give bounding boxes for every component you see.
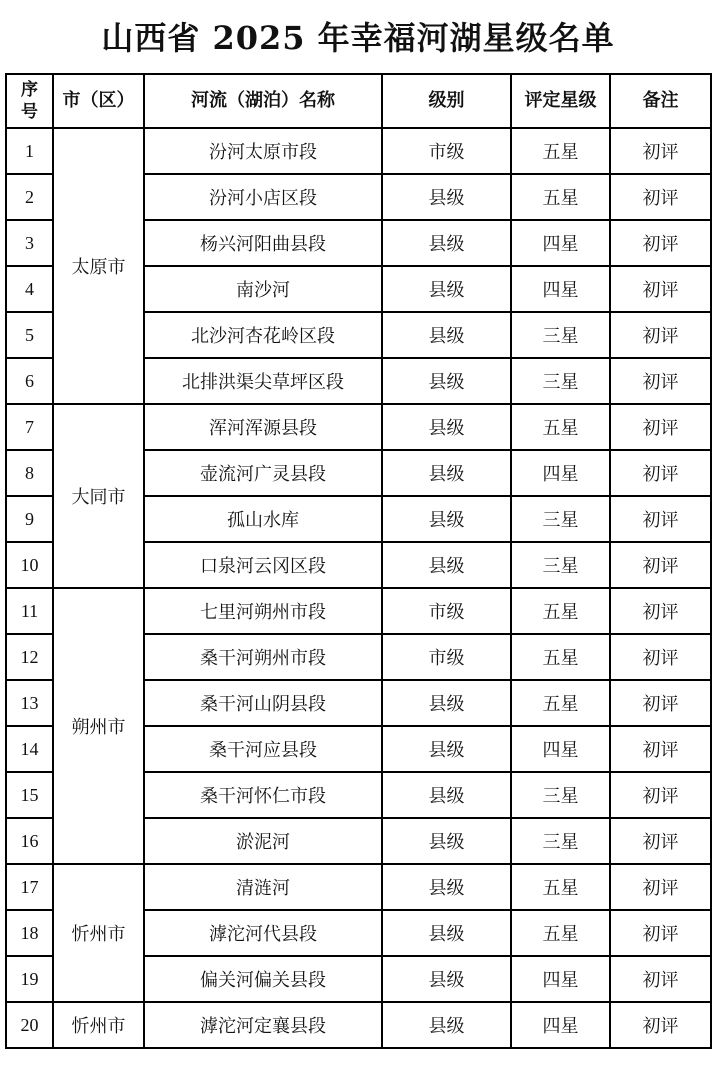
note-cell: 初评 [610,864,711,910]
note-cell: 初评 [610,634,711,680]
river-name: 汾河太原市段 [144,128,382,174]
river-name: 淤泥河 [144,818,382,864]
star-cell: 五星 [511,910,610,956]
note-cell: 初评 [610,956,711,1002]
row-number: 12 [6,634,53,680]
note-cell: 初评 [610,404,711,450]
row-number: 3 [6,220,53,266]
river-name: 南沙河 [144,266,382,312]
row-number: 14 [6,726,53,772]
star-cell: 三星 [511,312,610,358]
river-name: 北沙河杏花岭区段 [144,312,382,358]
row-number: 2 [6,174,53,220]
level-cell: 县级 [382,680,511,726]
note-cell: 初评 [610,312,711,358]
row-number: 20 [6,1002,53,1048]
row-number: 9 [6,496,53,542]
river-name: 杨兴河阳曲县段 [144,220,382,266]
level-cell: 市级 [382,128,511,174]
star-cell: 五星 [511,174,610,220]
note-cell: 初评 [610,496,711,542]
note-cell: 初评 [610,772,711,818]
level-cell: 市级 [382,588,511,634]
table-header-row [6,74,711,128]
level-cell: 县级 [382,864,511,910]
level-cell: 县级 [382,450,511,496]
table-row [6,864,711,910]
level-cell: 县级 [382,542,511,588]
city-cell: 忻州市 [53,864,144,1002]
river-name: 孤山水库 [144,496,382,542]
note-cell: 初评 [610,680,711,726]
star-cell: 三星 [511,542,610,588]
note-cell: 初评 [610,910,711,956]
star-cell: 三星 [511,772,610,818]
table-row [6,588,711,634]
star-cell: 四星 [511,266,610,312]
level-cell: 市级 [382,634,511,680]
river-name: 滹沱河定襄县段 [144,1002,382,1048]
river-name: 汾河小店区段 [144,174,382,220]
note-cell: 初评 [610,1002,711,1048]
level-cell: 县级 [382,266,511,312]
star-cell: 五星 [511,634,610,680]
table-body [6,128,711,1048]
header-city: 市（区） [53,74,144,128]
star-cell: 四星 [511,220,610,266]
header-name: 河流（湖泊）名称 [144,74,382,128]
city-cell: 忻州市 [53,1002,144,1048]
level-cell: 县级 [382,174,511,220]
row-number: 7 [6,404,53,450]
river-name: 北排洪渠尖草坪区段 [144,358,382,404]
river-name: 滹沱河代县段 [144,910,382,956]
note-cell: 初评 [610,542,711,588]
city-cell: 朔州市 [53,588,144,864]
level-cell: 县级 [382,726,511,772]
row-number: 4 [6,266,53,312]
star-cell: 四星 [511,450,610,496]
star-cell: 三星 [511,818,610,864]
star-cell: 四星 [511,1002,610,1048]
row-number: 15 [6,772,53,818]
star-cell: 五星 [511,864,610,910]
note-cell: 初评 [610,174,711,220]
level-cell: 县级 [382,1002,511,1048]
city-cell: 太原市 [53,128,144,404]
river-name: 清涟河 [144,864,382,910]
river-name: 桑干河应县段 [144,726,382,772]
note-cell: 初评 [610,266,711,312]
star-cell: 五星 [511,404,610,450]
table-row [6,1002,711,1048]
row-number: 11 [6,588,53,634]
note-cell: 初评 [610,588,711,634]
note-cell: 初评 [610,220,711,266]
row-number: 16 [6,818,53,864]
river-name: 偏关河偏关县段 [144,956,382,1002]
row-number: 5 [6,312,53,358]
city-cell: 大同市 [53,404,144,588]
row-number: 6 [6,358,53,404]
river-name: 桑干河怀仁市段 [144,772,382,818]
row-number: 10 [6,542,53,588]
level-cell: 县级 [382,818,511,864]
river-name: 桑干河山阴县段 [144,680,382,726]
note-cell: 初评 [610,726,711,772]
river-name: 浑河浑源县段 [144,404,382,450]
level-cell: 县级 [382,772,511,818]
note-cell: 初评 [610,818,711,864]
level-cell: 县级 [382,312,511,358]
level-cell: 县级 [382,358,511,404]
header-level: 级别 [382,74,511,128]
level-cell: 县级 [382,496,511,542]
level-cell: 县级 [382,220,511,266]
star-cell: 五星 [511,680,610,726]
level-cell: 县级 [382,910,511,956]
star-cell: 四星 [511,956,610,1002]
star-cell: 五星 [511,128,610,174]
river-name: 口泉河云冈区段 [144,542,382,588]
river-name: 桑干河朔州市段 [144,634,382,680]
note-cell: 初评 [610,358,711,404]
note-cell: 初评 [610,450,711,496]
row-number: 13 [6,680,53,726]
page-title: 山西省 2025 年幸福河湖星级名单 [101,19,615,57]
river-lake-table [5,73,712,1049]
star-cell: 三星 [511,358,610,404]
header-no: 序号 [6,74,53,128]
row-number: 18 [6,910,53,956]
star-cell: 四星 [511,726,610,772]
table-row [6,128,711,174]
level-cell: 县级 [382,404,511,450]
row-number: 1 [6,128,53,174]
level-cell: 县级 [382,956,511,1002]
river-name: 七里河朔州市段 [144,588,382,634]
river-name: 壶流河广灵县段 [144,450,382,496]
star-cell: 五星 [511,588,610,634]
row-number: 19 [6,956,53,1002]
row-number: 17 [6,864,53,910]
star-cell: 三星 [511,496,610,542]
header-note: 备注 [610,74,711,128]
note-cell: 初评 [610,128,711,174]
table-row [6,404,711,450]
row-number: 8 [6,450,53,496]
header-star: 评定星级 [511,74,610,128]
